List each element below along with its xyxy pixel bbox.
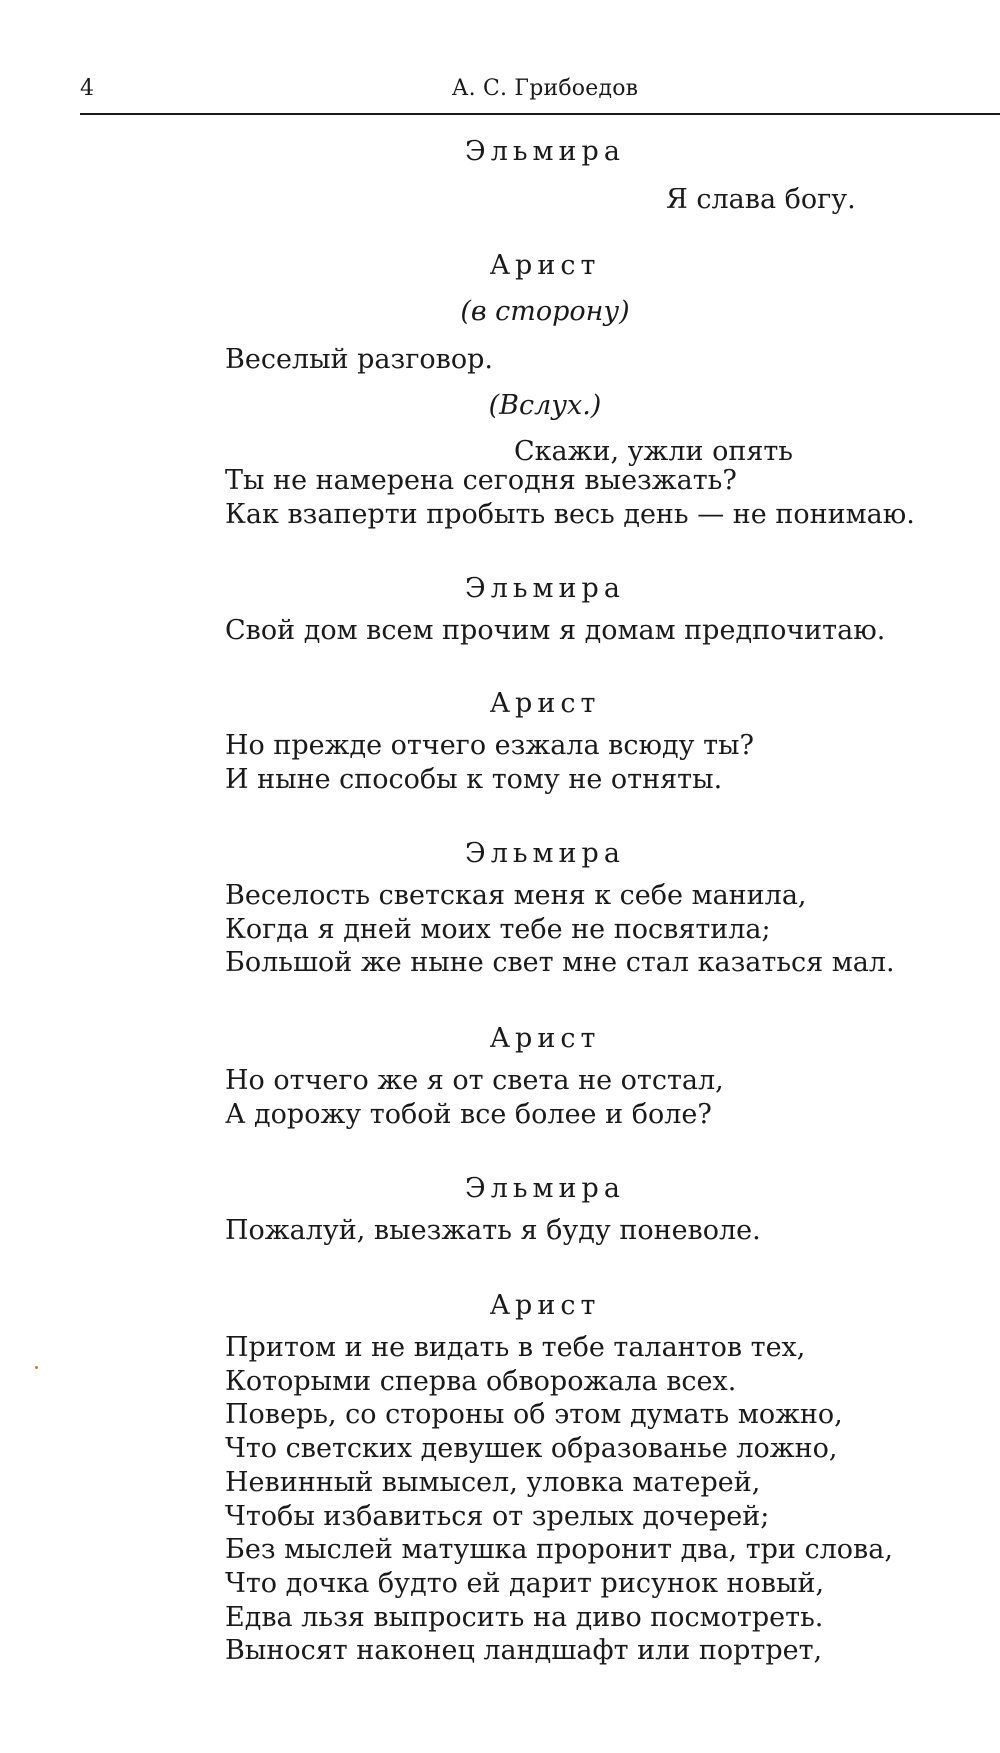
verse-line: Пожалуй, выезжать я буду поневоле. [225,1215,761,1246]
verse-block [225,464,915,531]
verse-block [225,879,895,980]
verse-line: Как взаперти пробыть весь день — не понимаю. [225,498,915,530]
speaker-name: Арист [489,1023,601,1054]
verse-line: Когда я дней моих тебе не посвятила; [225,913,771,945]
verse-block [225,729,754,796]
stage-direction: (в сторону) [460,296,630,327]
speaker-name: Арист [489,1290,601,1321]
verse-line: Скажи, ужли опять [514,436,794,467]
verse-line: Поверь, со стороны об этом думать можно, [225,1399,843,1431]
speaker-name: Эльмира [465,1173,625,1204]
header-rule [80,113,1000,115]
verse-block [225,1331,893,1668]
verse-line: И ныне способы к тому не отняты. [225,763,723,795]
verse-block [225,1064,724,1131]
speaker-name: Эльмира [465,573,625,604]
speaker-name: Арист [489,250,601,281]
verse-line: Свой дом всем прочим я домам предпочитаю. [225,615,886,646]
verse-line: Притом и не видать в тебе талантов тех, [225,1332,806,1363]
verse-line: Выносят наконец ландшафт или портрет, [225,1635,823,1667]
verse-block [225,1214,761,1248]
print-speck [35,1366,38,1369]
verse-block [225,614,885,648]
verse-line: Что светских девушек образованье ложно, [225,1433,838,1465]
speaker-name: Арист [489,688,601,719]
page-number: 4 [80,76,94,101]
stage-direction: (Вслух.) [488,390,602,421]
verse-line: А дорожу тобой все более и боле? [225,1098,712,1130]
running-head: А. С. Грибоедов [451,76,639,101]
verse-line: Но отчего же я от света не отстал, [225,1065,724,1096]
verse-line: Ты не намерена сегодня выезжать? [225,465,737,496]
speaker-name: Эльмира [465,136,625,167]
verse-line: Веселый разговор. [225,344,493,375]
speaker-name: Эльмира [465,838,625,869]
verse-line: Веселость светская меня к себе манила, [225,880,807,911]
verse-line: Которыми сперва обворожала всех. [225,1365,737,1397]
verse-line: Что дочка будто ей дарит рисунок новый, [225,1567,825,1599]
verse-line: Невинный вымысел, уловка матерей, [225,1466,761,1498]
verse-line: Я слава богу. [666,184,856,215]
verse-line: Но прежде отчего езжала всюду ты? [225,730,754,761]
verse-line: Чтобы избавиться от зрелых дочерей; [225,1500,770,1532]
verse-line: Большой же ныне свет мне стал казаться мал. [225,947,895,979]
verse-line: Едва льзя выпросить на диво посмотреть. [225,1601,824,1633]
verse-line: Без мыслей матушка проронит два, три слова, [225,1534,893,1566]
